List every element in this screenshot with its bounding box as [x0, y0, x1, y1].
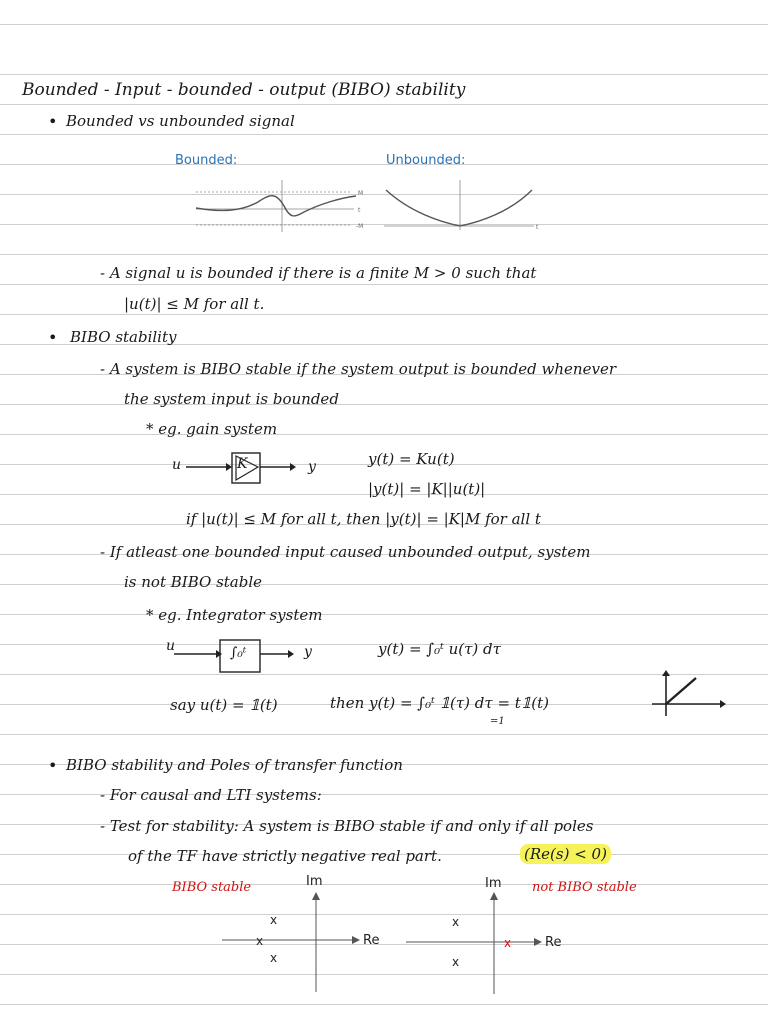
rule-line [0, 614, 768, 615]
integrator-equation: y(t) = ∫₀ᵗ u(τ) dτ [378, 640, 501, 658]
bounded-plot-label: Bounded: [175, 153, 238, 168]
rule-line [0, 884, 768, 885]
rule-line [0, 104, 768, 105]
rule-line [0, 734, 768, 735]
pole-x: x [452, 915, 460, 929]
rule-line [0, 134, 768, 135]
unbounded-line1: - If atleast one bounded input caused unbounded output, system [100, 543, 591, 561]
bounded-signal-plot [190, 178, 370, 234]
ramp-sketch [648, 668, 728, 720]
bullet-bounded-signal: Bounded vs unbounded signal [66, 112, 295, 130]
bullet-dot: • [48, 328, 58, 347]
rule-line [0, 254, 768, 255]
bounded-definition-line1: - A signal u is bounded if there is a finite M > 0 such that [100, 264, 537, 282]
gain-equation-2: |y(t)| = |K||u(t)| [368, 480, 486, 498]
bullet-bibo-stability: BIBO stability [70, 328, 177, 346]
rule-line [0, 404, 768, 405]
integrator-then: then y(t) = ∫₀ᵗ 𝟙(τ) dτ = t𝟙(t) [330, 694, 550, 712]
gain-input-label: u [172, 457, 182, 473]
rule-line [0, 1004, 768, 1005]
rule-line [0, 284, 768, 285]
gain-output-label: y [308, 459, 316, 475]
rule-line [0, 74, 768, 75]
bound-negm-label: -M [356, 223, 364, 230]
test-stability-line1: - Test for stability: A system is BIBO stable if and only if all poles [100, 817, 594, 835]
bullet-dot: • [48, 756, 58, 775]
example-gain-heading: * eg. gain system [146, 420, 278, 438]
bullet-dot: • [48, 112, 58, 131]
pole-x: x [270, 951, 278, 965]
test-stability-line2: of the TF have strictly negative real part. [128, 847, 442, 865]
stable-im-label: Im [306, 874, 323, 889]
rule-line [0, 584, 768, 585]
highlight-condition: (Re(s) < 0) [520, 845, 611, 863]
pole-x-unstable: x [504, 936, 512, 950]
integrator-under-note: =1 [490, 716, 505, 727]
rule-line [0, 24, 768, 25]
bounded-definition-line2: |u(t)| ≤ M for all t. [124, 295, 265, 313]
causal-lti-line: - For causal and LTI systems: [100, 786, 322, 804]
unstable-label: not BIBO stable [532, 880, 637, 895]
integrator-block-label: ∫₀ᵗ [230, 645, 247, 661]
rule-line [0, 434, 768, 435]
bullet-bibo-poles: BIBO stability and Poles of transfer function [66, 756, 403, 774]
gain-block-label: K [237, 456, 248, 472]
integrator-output-label: y [304, 644, 312, 660]
unbound-t-label: t [536, 224, 539, 231]
rule-line [0, 914, 768, 915]
unbounded-signal-plot [380, 178, 550, 234]
bibo-definition-line1: - A system is BIBO stable if the system output is bounded whenever [100, 360, 616, 378]
example-integrator-heading: * eg. Integrator system [146, 606, 323, 624]
rule-line [0, 164, 768, 165]
stable-re-label: Re [363, 933, 380, 948]
unstable-re-label: Re [545, 935, 562, 950]
unstable-pole-plot [404, 890, 554, 998]
bound-t-label: t [358, 207, 361, 214]
stable-label: BIBO stable [172, 880, 252, 895]
pole-x: x [452, 955, 460, 969]
integrator-input-label: u [166, 638, 176, 654]
pole-x: x [256, 934, 264, 948]
pole-x: x [270, 913, 278, 927]
page-title: Bounded - Input - bounded - output (BIBO) stability [22, 80, 466, 100]
stable-pole-plot [218, 888, 378, 996]
gain-equation-1: y(t) = Ku(t) [368, 450, 455, 468]
bibo-definition-line2: the system input is bounded [124, 390, 339, 408]
rule-line [0, 944, 768, 945]
unstable-im-label: Im [485, 876, 502, 891]
unbounded-plot-label: Unbounded: [386, 153, 466, 168]
gain-result: if |u(t)| ≤ M for all t, then |y(t)| = |K|M for all t [186, 510, 541, 528]
integrator-say: say u(t) = 𝟙(t) [170, 696, 278, 714]
rule-line [0, 314, 768, 315]
rule-line [0, 974, 768, 975]
unbounded-line2: is not BIBO stable [124, 573, 263, 591]
bound-m-label: M [358, 190, 364, 197]
